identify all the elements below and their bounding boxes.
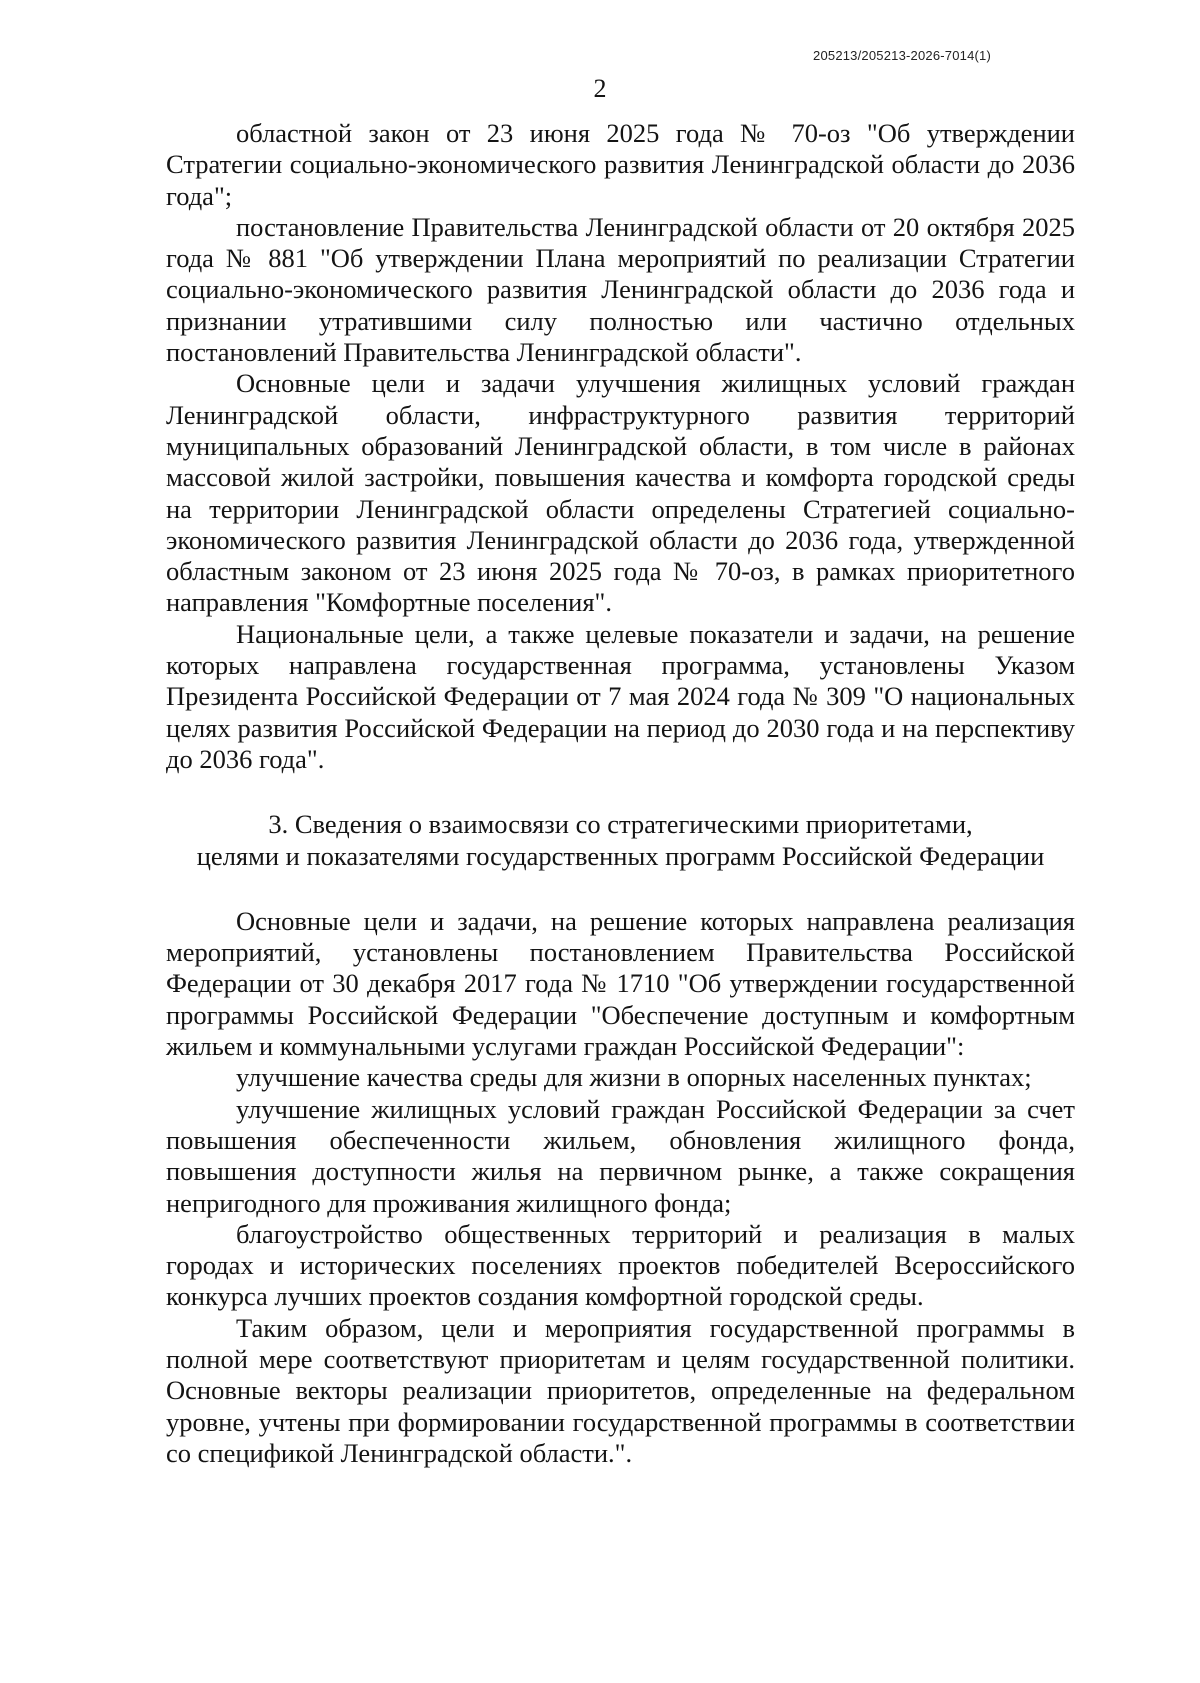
section-heading-line-1: 3. Сведения о взаимосвязи со стратегическими приоритетами,	[268, 809, 973, 840]
paragraph-government-resolution: постановление Правительства Ленинградской области от 20 октября 2025 года № 881 "Об утверждении Плана мероприятий по реализации Стратегии социально-экономического развития Ленинградской области до 2036 года и признании утратившими силу полностью или частично отдельных постановлений Правительства Ленинградской области".	[166, 211, 1075, 368]
list-item-environment: улучшение качества среды для жизни в опорных населенных пунктах;	[236, 1062, 1032, 1093]
section-heading-line-2: целями и показателями государственных программ Российской Федерации	[196, 840, 1045, 871]
list-item-public-spaces: благоустройство общественных территорий и реализация в малых городах и исторических поселениях проектов победителей Всероссийского конкурса лучших проектов создания комфортной городской среды.	[166, 1218, 1075, 1312]
paragraph-federal-goals: Основные цели и задачи, на решение которых направлена реализация мероприятий, установлены постановлением Правительства Российской Федерации от 30 декабря 2017 года № 1710 "Об утверждении государственной программы Российской Федерации "Обеспечение доступным и комфортным жильем и коммунальными услугами граждан Российской Федерации":	[166, 905, 1075, 1062]
document-id: 205213/205213-2026-7014(1)	[813, 48, 991, 63]
section-heading	[166, 809, 1075, 872]
list-item-housing: улучшение жилищных условий граждан Российской Федерации за счет повышения обеспеченности жильем, обновления жилищного фонда, повышения доступности жилья на первичном рынке, а также сокращения непригодного для проживания жилищного фонда;	[166, 1093, 1075, 1218]
paragraph-national-goals: Национальные цели, а также целевые показатели и задачи, на решение которых направлена государственная программа, установлены Указом Президента Российской Федерации от 7 мая 2024 года № 309 "О национальных целях развития Российской Федерации на период до 2030 года и на перспективу до 2036 года".	[166, 618, 1075, 774]
page-number: 2	[593, 74, 607, 103]
document-body	[166, 118, 1075, 1469]
paragraph-main-goals: Основные цели и задачи улучшения жилищных условий граждан Ленинградской области, инфраструктурного развития территорий муниципальных образований Ленинградской области, в том числе в районах массовой жилой застройки, повышения качества и комфорта городской среды на территории Ленинградской области определены Стратегией социально-экономического развития Ленинградской области до 2036 года, утвержденной областным законом от 23 июня 2025 года № 70-оз, в рамках приоритетного направления "Комфортные поселения".	[166, 368, 1075, 618]
paragraph-conclusion: Таким образом, цели и мероприятия государственной программы в полной мере соответствуют приоритетам и целям государственной политики. Основные векторы реализации приоритетов, определенные на федеральном уровне, учтены при формировании государственной программы в соответствии со спецификой Ленинградской области.".	[166, 1312, 1075, 1468]
paragraph-regional-law: областной закон от 23 июня 2025 года № 70-оз "Об утверждении Стратегии социально-экономического развития Ленинградской области до 2036 года";	[166, 118, 1075, 211]
